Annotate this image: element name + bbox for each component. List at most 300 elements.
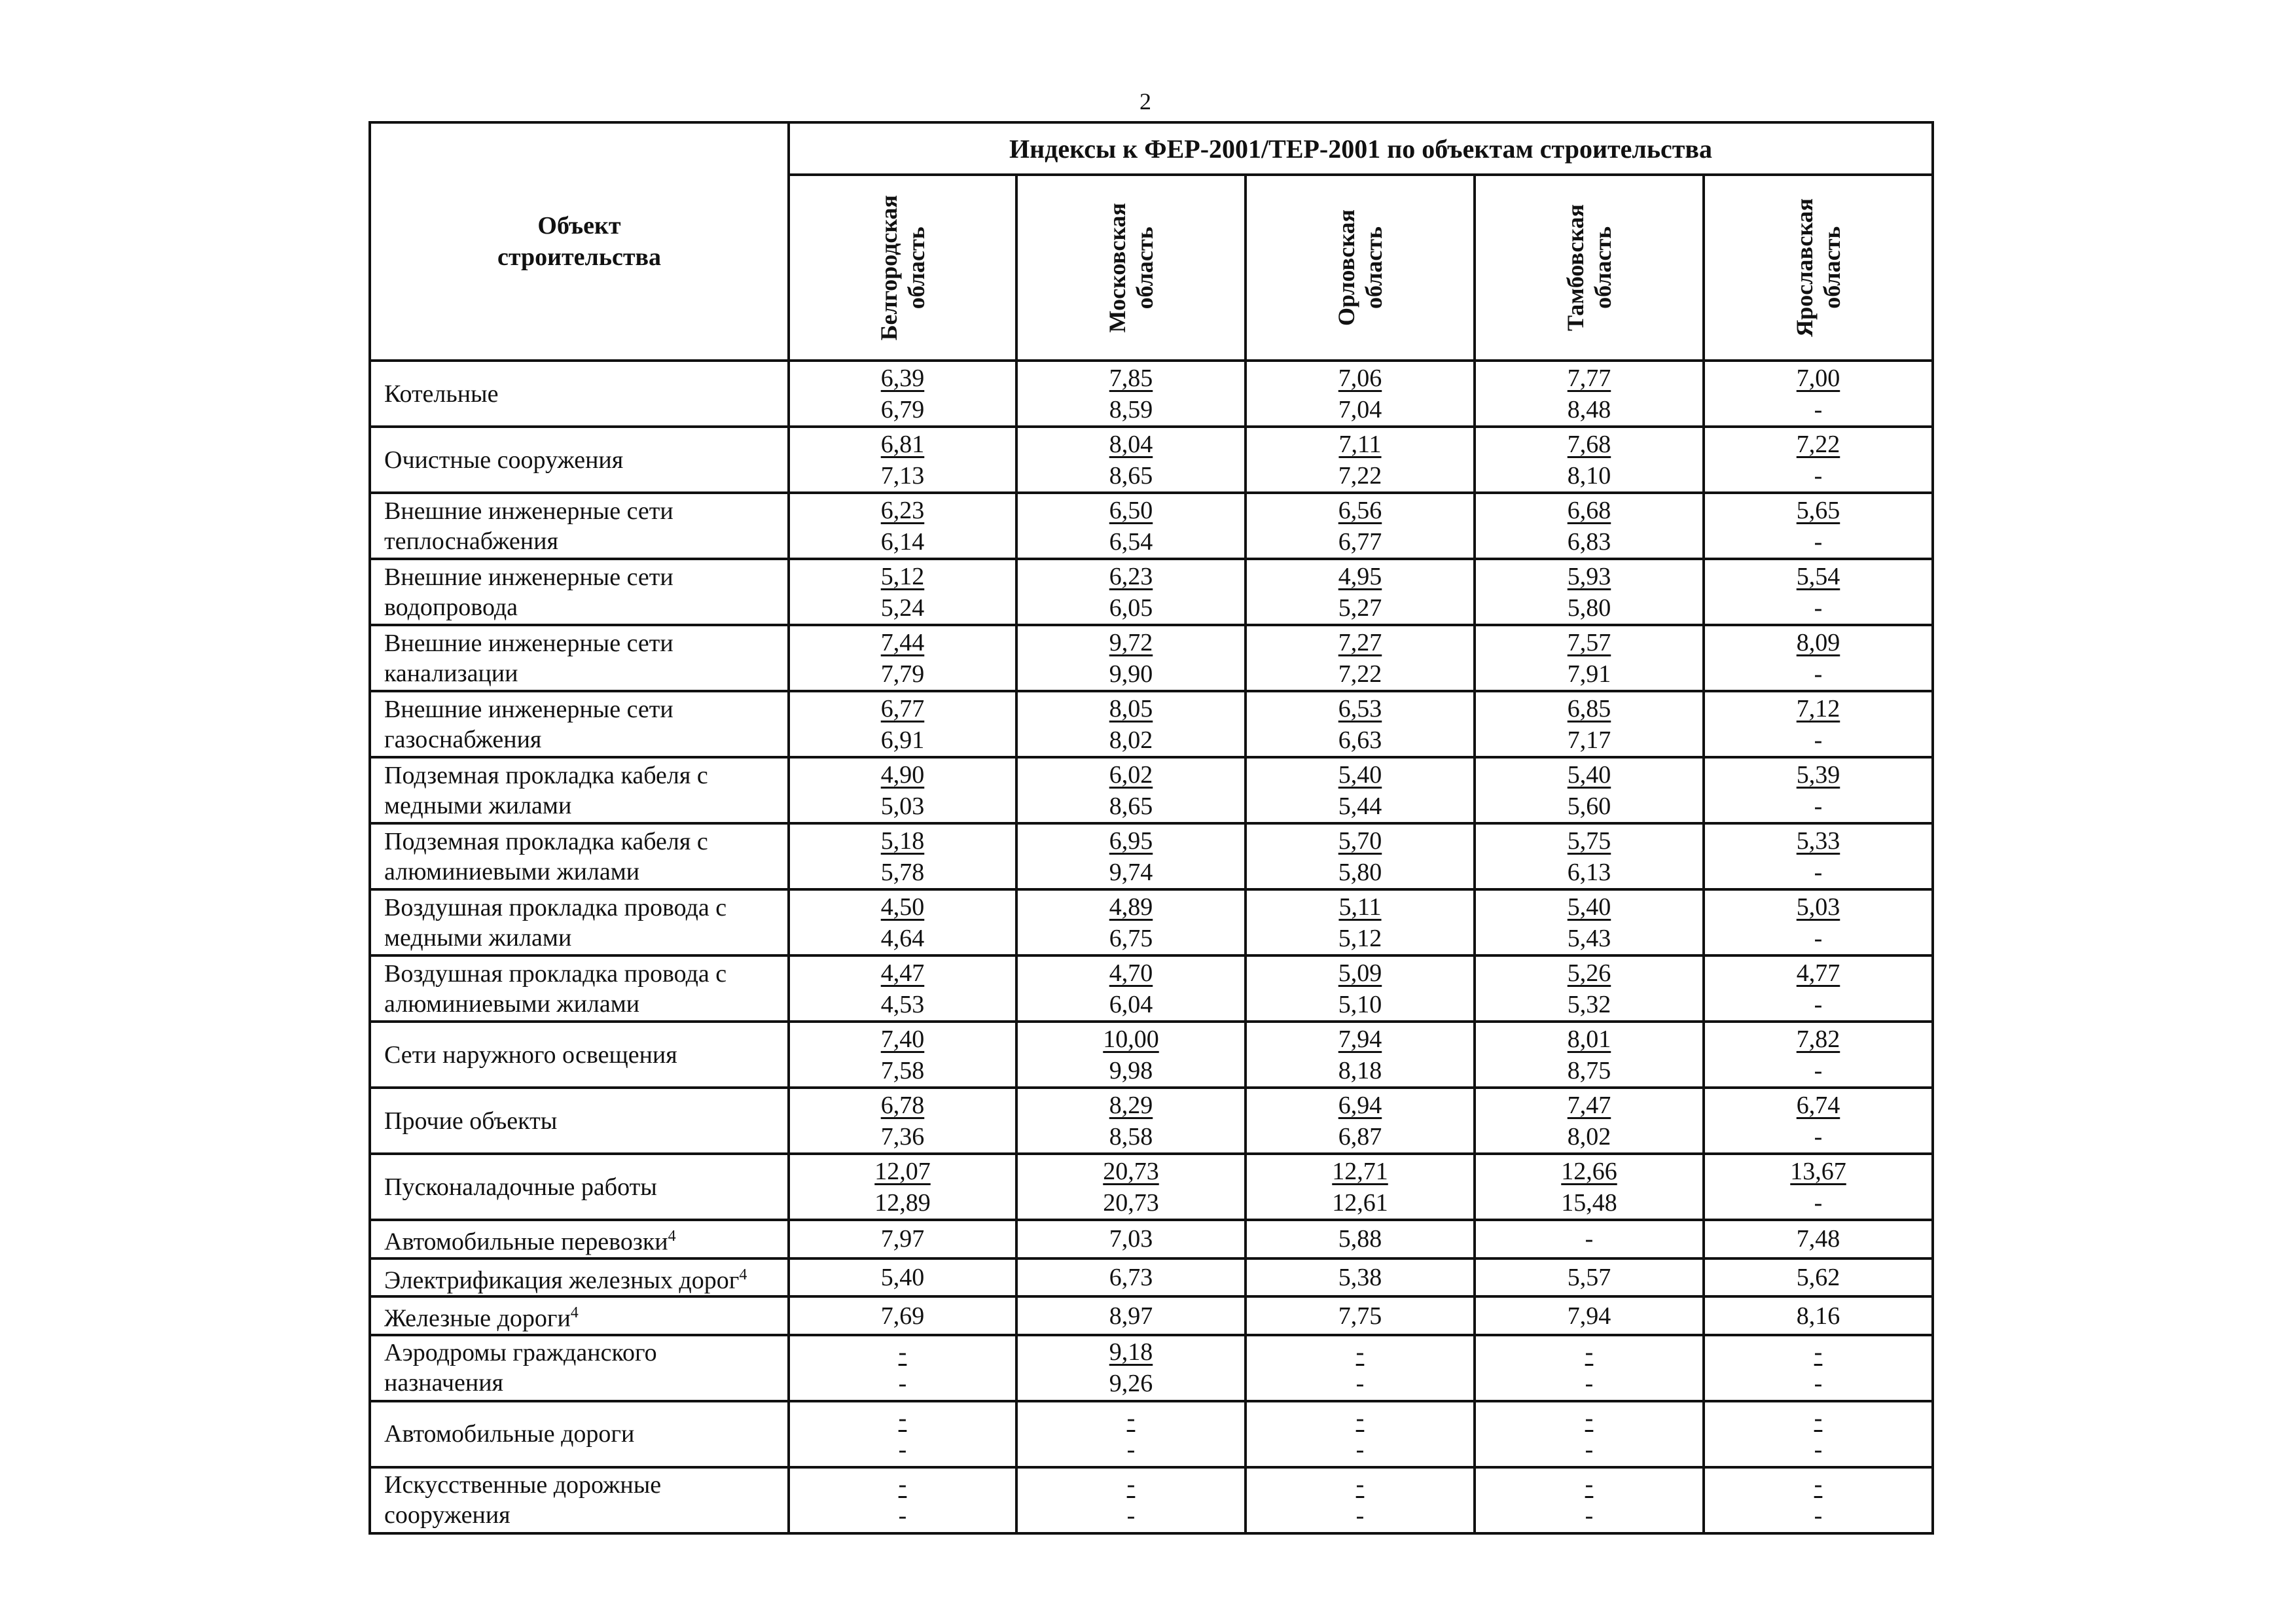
fer-index: 6,78 — [880, 1091, 925, 1119]
value-cell — [1704, 427, 1933, 493]
object-name-cell — [370, 823, 789, 889]
ter-index: - — [1126, 1436, 1136, 1464]
fer-index: 7,82 — [1796, 1025, 1840, 1053]
fer-index: 6,39 — [880, 364, 925, 392]
footnote-mark: 4 — [570, 1304, 579, 1322]
ter-index: 5,27 — [1338, 594, 1382, 622]
value-cell — [789, 1258, 1016, 1297]
fer-index: 8,09 — [1796, 628, 1840, 656]
page-number: 2 — [1139, 88, 1151, 115]
ter-index: - — [898, 1436, 907, 1464]
ter-index: 9,90 — [1109, 660, 1153, 688]
value-cell — [1475, 1022, 1704, 1088]
value-cell — [1475, 823, 1704, 889]
object-name: Подземная прокладка кабеля с алюминиевыми жилами — [384, 827, 708, 885]
value-cell — [1016, 1335, 1246, 1401]
value-cell — [1246, 955, 1475, 1022]
ter-index: 7,04 — [1338, 395, 1382, 423]
fer-index: 7,85 — [1109, 364, 1153, 392]
table-row — [370, 559, 1933, 625]
table-row — [370, 1258, 1933, 1297]
object-name: Автомобильные дороги — [384, 1420, 635, 1448]
fer-index: 7,22 — [1796, 430, 1840, 458]
value-cell — [1704, 1401, 1933, 1467]
index-value: 7,94 — [1567, 1302, 1611, 1330]
fer-index: 4,70 — [1109, 959, 1153, 987]
value-cell — [1475, 625, 1704, 691]
object-name-cell — [370, 955, 789, 1022]
ter-index: - — [1814, 726, 1823, 754]
ter-index: 6,77 — [1338, 527, 1382, 556]
value-cell — [1246, 1088, 1475, 1154]
fer-index: 20,73 — [1103, 1157, 1159, 1185]
object-name-cell — [370, 757, 789, 823]
ter-index: 5,12 — [1338, 924, 1382, 952]
table-row — [370, 955, 1933, 1022]
fer-index: 13,67 — [1790, 1157, 1846, 1185]
value-cell — [1016, 1022, 1246, 1088]
ter-index: - — [1126, 1502, 1136, 1530]
ter-index: 6,63 — [1338, 726, 1382, 754]
fer-index: - — [1585, 1338, 1594, 1366]
fer-index: 6,02 — [1109, 760, 1153, 789]
value-cell — [1246, 889, 1475, 955]
fer-index: 5,70 — [1338, 827, 1382, 855]
ter-index: - — [1814, 527, 1823, 556]
table-row — [370, 823, 1933, 889]
value-cell — [1704, 823, 1933, 889]
value-cell — [1246, 427, 1475, 493]
object-name-cell — [370, 1335, 789, 1401]
region-label: Московская область — [1104, 202, 1158, 333]
value-cell — [1704, 1296, 1933, 1335]
fer-index: 7,12 — [1796, 694, 1840, 722]
object-name-cell — [370, 493, 789, 559]
value-cell — [1475, 1296, 1704, 1335]
region-header-4 — [1475, 175, 1704, 361]
ter-index: 5,03 — [880, 792, 925, 820]
index-table — [368, 121, 1934, 1535]
value-cell — [789, 1335, 1016, 1401]
value-cell — [1016, 361, 1246, 427]
fer-index: - — [1126, 1471, 1136, 1499]
table-row — [370, 757, 1933, 823]
value-cell — [1246, 559, 1475, 625]
ter-index: 4,64 — [880, 924, 925, 952]
region-label: Белгородская область — [876, 194, 929, 341]
fer-index: 6,68 — [1567, 496, 1611, 524]
fer-index: - — [1355, 1404, 1365, 1433]
ter-index: 7,36 — [880, 1122, 925, 1150]
index-value: 5,62 — [1796, 1263, 1840, 1291]
fer-index: 6,53 — [1338, 694, 1382, 722]
fer-index: - — [898, 1404, 907, 1433]
table-row — [370, 361, 1933, 427]
index-value: - — [1585, 1225, 1594, 1253]
ter-index: 8,59 — [1109, 395, 1153, 423]
fer-index: 8,05 — [1109, 694, 1153, 722]
value-cell — [1016, 625, 1246, 691]
object-name: Подземная прокладка кабеля с медными жилами — [384, 761, 708, 819]
table-row — [370, 1220, 1933, 1258]
value-cell — [789, 1022, 1016, 1088]
value-cell — [1246, 1467, 1475, 1533]
value-cell — [1704, 559, 1933, 625]
object-name-cell — [370, 1258, 789, 1297]
fer-index: 6,74 — [1796, 1091, 1840, 1119]
ter-index: - — [1814, 461, 1823, 490]
index-value: 5,40 — [880, 1263, 925, 1291]
ter-index: - — [1814, 792, 1823, 820]
value-cell — [1475, 889, 1704, 955]
ter-index: 5,60 — [1567, 792, 1611, 820]
fer-index: 6,94 — [1338, 1091, 1382, 1119]
value-cell — [1704, 1220, 1933, 1258]
ter-index: 12,61 — [1332, 1188, 1388, 1217]
value-cell — [789, 691, 1016, 757]
fer-index: 5,03 — [1796, 893, 1840, 921]
fer-index: 12,07 — [874, 1157, 931, 1185]
fer-index: 5,09 — [1338, 959, 1382, 987]
region-label: Орловская область — [1333, 209, 1387, 326]
ter-index: - — [1814, 990, 1823, 1018]
ter-index: 7,22 — [1338, 660, 1382, 688]
value-cell — [1704, 1335, 1933, 1401]
value-cell — [1246, 361, 1475, 427]
ter-index: 5,43 — [1567, 924, 1611, 952]
object-name-cell — [370, 559, 789, 625]
fer-index: 7,47 — [1567, 1091, 1611, 1119]
ter-index: 6,05 — [1109, 594, 1153, 622]
fer-index: 8,04 — [1109, 430, 1153, 458]
ter-index: 9,98 — [1109, 1056, 1153, 1084]
ter-index: 6,54 — [1109, 527, 1153, 556]
table-row — [370, 1022, 1933, 1088]
value-cell — [789, 757, 1016, 823]
table-row — [370, 691, 1933, 757]
ter-index: 8,48 — [1567, 395, 1611, 423]
fer-index: 4,89 — [1109, 893, 1153, 921]
fer-index: 5,65 — [1796, 496, 1840, 524]
fer-index: - — [1585, 1471, 1594, 1499]
region-header-3 — [1246, 175, 1475, 361]
object-name-cell — [370, 361, 789, 427]
ter-index: - — [1814, 660, 1823, 688]
index-value: 7,97 — [880, 1225, 925, 1253]
value-cell — [1016, 1296, 1246, 1335]
value-cell — [1016, 1258, 1246, 1297]
value-cell — [1016, 493, 1246, 559]
fer-index: 4,95 — [1338, 562, 1382, 590]
ter-index: - — [1814, 858, 1823, 886]
ter-index: - — [1814, 1436, 1823, 1464]
ter-index: 6,14 — [880, 527, 925, 556]
ter-index: 5,24 — [880, 594, 925, 622]
fer-index: 7,77 — [1567, 364, 1611, 392]
ter-index: 6,13 — [1567, 858, 1611, 886]
object-name: Воздушная прокладка провода с медными жилами — [384, 893, 727, 952]
object-name: Очистные сооружения — [384, 446, 624, 474]
index-value: 5,57 — [1567, 1263, 1611, 1291]
fer-index: 12,71 — [1332, 1157, 1388, 1185]
value-cell — [1246, 1335, 1475, 1401]
ter-index: - — [1355, 1370, 1365, 1398]
fer-index: 7,11 — [1338, 430, 1382, 458]
ter-index: 5,44 — [1338, 792, 1382, 820]
value-cell — [1016, 757, 1246, 823]
fer-index: - — [1355, 1471, 1365, 1499]
ter-index: 9,26 — [1109, 1370, 1153, 1398]
value-cell — [1704, 1467, 1933, 1533]
index-value: 6,73 — [1109, 1263, 1153, 1291]
index-value: 5,38 — [1338, 1263, 1382, 1291]
value-cell — [789, 1296, 1016, 1335]
fer-index: 7,57 — [1567, 628, 1611, 656]
index-value: 8,16 — [1796, 1302, 1840, 1330]
fer-index: 12,66 — [1561, 1157, 1617, 1185]
ter-index: 5,80 — [1567, 594, 1611, 622]
object-name: Пусконаладочные работы — [384, 1173, 657, 1201]
fer-index: 6,95 — [1109, 827, 1153, 855]
object-name-cell — [370, 1467, 789, 1533]
ter-index: 7,13 — [880, 461, 925, 490]
ter-index: 8,65 — [1109, 792, 1153, 820]
fer-index: - — [1814, 1338, 1823, 1366]
ter-index: 7,79 — [880, 660, 925, 688]
fer-index: 6,77 — [880, 694, 925, 722]
value-cell — [1016, 427, 1246, 493]
object-name-cell — [370, 1401, 789, 1467]
value-cell — [1475, 1258, 1704, 1297]
fer-index: - — [1585, 1404, 1594, 1433]
fer-index: 6,81 — [880, 430, 925, 458]
ter-index: 5,10 — [1338, 990, 1382, 1018]
table-row — [370, 1088, 1933, 1154]
object-name-cell — [370, 1088, 789, 1154]
object-name-cell — [370, 427, 789, 493]
object-name: Внешние инженерные сети газоснабжения — [384, 695, 673, 753]
value-cell — [1246, 1401, 1475, 1467]
fer-index: - — [1814, 1404, 1823, 1433]
ter-index: - — [1814, 1370, 1823, 1398]
value-cell — [789, 427, 1016, 493]
footnote-mark: 4 — [739, 1266, 747, 1283]
value-cell — [1246, 757, 1475, 823]
value-cell — [1475, 493, 1704, 559]
fer-index: 7,27 — [1338, 628, 1382, 656]
value-cell — [1016, 1220, 1246, 1258]
fer-index: 7,44 — [880, 628, 925, 656]
fer-index: 8,29 — [1109, 1091, 1153, 1119]
value-cell — [1475, 1401, 1704, 1467]
value-cell — [789, 493, 1016, 559]
ter-index: 5,80 — [1338, 858, 1382, 886]
table-row — [370, 1296, 1933, 1335]
table-row — [370, 493, 1933, 559]
value-cell — [789, 889, 1016, 955]
fer-index: - — [1126, 1404, 1136, 1433]
region-label: Тамбовская область — [1562, 204, 1616, 331]
fer-index: 7,68 — [1567, 430, 1611, 458]
ter-index: 8,18 — [1338, 1056, 1382, 1084]
ter-index: - — [1355, 1502, 1365, 1530]
table-row — [370, 1401, 1933, 1467]
ter-index: - — [898, 1370, 907, 1398]
value-cell — [789, 955, 1016, 1022]
index-value: 8,97 — [1109, 1302, 1153, 1330]
fer-index: 4,50 — [880, 893, 925, 921]
value-cell — [1704, 955, 1933, 1022]
table-row — [370, 1335, 1933, 1401]
ter-index: 5,78 — [880, 858, 925, 886]
value-cell — [1016, 1154, 1246, 1220]
ter-index: 8,58 — [1109, 1122, 1153, 1150]
ter-index: - — [1814, 1056, 1823, 1084]
fer-index: - — [1355, 1338, 1365, 1366]
value-cell — [1704, 625, 1933, 691]
fer-index: 4,47 — [880, 959, 925, 987]
fer-index: 5,93 — [1567, 562, 1611, 590]
region-header-5 — [1704, 175, 1933, 361]
ter-index: 8,65 — [1109, 461, 1153, 490]
ter-index: 8,75 — [1567, 1056, 1611, 1084]
ter-index: - — [1814, 1502, 1823, 1530]
value-cell — [1016, 889, 1246, 955]
table-row — [370, 1154, 1933, 1220]
fer-index: 5,33 — [1796, 827, 1840, 855]
fer-index: - — [1814, 1471, 1823, 1499]
ter-index: 6,79 — [880, 395, 925, 423]
value-cell — [1704, 1258, 1933, 1297]
value-cell — [1246, 1154, 1475, 1220]
object-name: Сети наружного освещения — [384, 1041, 677, 1069]
value-cell — [1704, 493, 1933, 559]
ter-index: 7,22 — [1338, 461, 1382, 490]
fer-index: 7,94 — [1338, 1025, 1382, 1053]
ter-index: - — [898, 1502, 907, 1530]
fer-index: 5,54 — [1796, 562, 1840, 590]
object-name-cell — [370, 1154, 789, 1220]
fer-index: 10,00 — [1103, 1025, 1159, 1053]
value-cell — [1246, 1022, 1475, 1088]
value-cell — [1016, 823, 1246, 889]
index-value: 7,03 — [1109, 1225, 1153, 1253]
value-cell — [789, 1220, 1016, 1258]
ter-index: 6,83 — [1567, 527, 1611, 556]
ter-index: 9,74 — [1109, 858, 1153, 886]
value-cell — [789, 823, 1016, 889]
object-name-cell — [370, 691, 789, 757]
index-value: 7,48 — [1796, 1225, 1840, 1253]
table-row — [370, 427, 1933, 493]
table-row — [370, 1467, 1933, 1533]
index-value: 5,88 — [1338, 1225, 1382, 1253]
value-cell — [789, 559, 1016, 625]
ter-index: 15,48 — [1561, 1188, 1617, 1217]
ter-index: 6,91 — [880, 726, 925, 754]
value-cell — [1246, 823, 1475, 889]
fer-index: 9,18 — [1109, 1338, 1153, 1366]
value-cell — [1475, 1335, 1704, 1401]
object-name: Внешние инженерные сети теплоснабжения — [384, 497, 673, 555]
ter-index: 7,17 — [1567, 726, 1611, 754]
ter-index: 7,91 — [1567, 660, 1611, 688]
ter-index: 8,10 — [1567, 461, 1611, 490]
object-name-cell — [370, 1022, 789, 1088]
object-column-header: Объект строительства — [370, 122, 789, 361]
object-name: Электрификация железных дорог — [384, 1266, 740, 1294]
ter-index: - — [1814, 924, 1823, 952]
ter-index: 5,32 — [1567, 990, 1611, 1018]
value-cell — [1475, 427, 1704, 493]
fer-index: 7,40 — [880, 1025, 925, 1053]
object-name: Прочие объекты — [384, 1107, 558, 1135]
fer-index: 6,56 — [1338, 496, 1382, 524]
fer-index: 5,18 — [880, 827, 925, 855]
fer-index: 4,90 — [880, 760, 925, 789]
fer-index: 8,01 — [1567, 1025, 1611, 1053]
object-name: Внешние инженерные сети водопровода — [384, 563, 673, 621]
fer-index: 5,11 — [1338, 893, 1382, 921]
value-cell — [1704, 1022, 1933, 1088]
index-value: 7,69 — [880, 1302, 925, 1330]
ter-index: 8,02 — [1109, 726, 1153, 754]
value-cell — [1704, 1154, 1933, 1220]
ter-index: 20,73 — [1103, 1188, 1159, 1217]
index-value: 7,75 — [1338, 1302, 1382, 1330]
value-cell — [1475, 1088, 1704, 1154]
object-name: Внешние инженерные сети канализации — [384, 629, 673, 687]
value-cell — [1016, 1401, 1246, 1467]
ter-index: - — [1585, 1502, 1594, 1530]
ter-index: 6,87 — [1338, 1122, 1382, 1150]
value-cell — [1475, 757, 1704, 823]
fer-index: 5,40 — [1567, 893, 1611, 921]
fer-index: - — [898, 1471, 907, 1499]
value-cell — [789, 1154, 1016, 1220]
object-name-cell — [370, 1296, 789, 1335]
object-name: Котельные — [384, 380, 499, 408]
fer-index: 6,23 — [1109, 562, 1153, 590]
object-name: Автомобильные перевозки — [384, 1228, 668, 1256]
object-name: Железные дороги — [384, 1304, 571, 1332]
fer-index: - — [898, 1338, 907, 1366]
value-cell — [1475, 1467, 1704, 1533]
value-cell — [1016, 1467, 1246, 1533]
object-name: Аэродромы гражданского назначения — [384, 1339, 657, 1397]
value-cell — [1016, 955, 1246, 1022]
ter-index: - — [1585, 1436, 1594, 1464]
fer-index: 5,12 — [880, 562, 925, 590]
value-cell — [789, 1088, 1016, 1154]
fer-index: 5,26 — [1567, 959, 1611, 987]
fer-index: 5,40 — [1338, 760, 1382, 789]
object-name-cell — [370, 625, 789, 691]
value-cell — [1475, 1154, 1704, 1220]
value-cell — [1246, 1296, 1475, 1335]
fer-index: 5,40 — [1567, 760, 1611, 789]
value-cell — [789, 361, 1016, 427]
fer-index: 9,72 — [1109, 628, 1153, 656]
object-name: Искусственные дорожные сооружения — [384, 1471, 662, 1529]
value-cell — [1475, 559, 1704, 625]
ter-index: 8,02 — [1567, 1122, 1611, 1150]
fer-index: 6,23 — [880, 496, 925, 524]
ter-index: - — [1814, 395, 1823, 423]
value-cell — [1016, 559, 1246, 625]
value-cell — [1246, 1220, 1475, 1258]
value-cell — [1475, 1220, 1704, 1258]
